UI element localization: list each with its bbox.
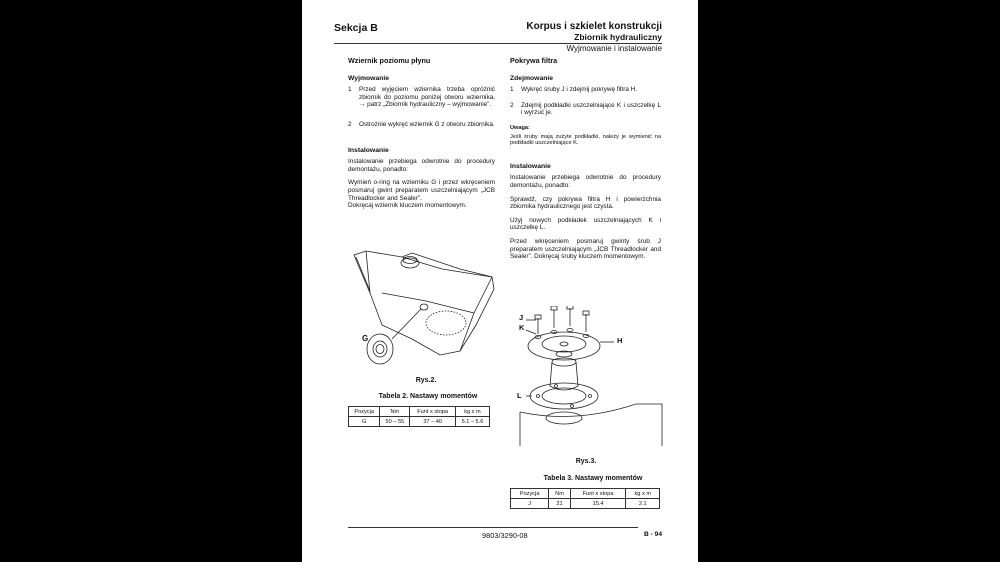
table-header-cell: Pozycja bbox=[349, 407, 380, 417]
page-number: B - 94 bbox=[644, 531, 662, 538]
right-install-paragraph: Sprawdź, czy pokrywa filtra H i powierzchnia zbiornika hydraulicznego jest czysta. bbox=[510, 195, 661, 211]
table-title: Tabela 2. Nastawy momentów bbox=[378, 393, 478, 400]
table-cell: 21 bbox=[549, 499, 570, 509]
subsection-title: Wyjmowanie i instalowanie bbox=[566, 44, 662, 53]
step-number: 1 bbox=[348, 86, 352, 94]
step-text: Ostrożnie wykręć wziernik G z otworu zbiornika. bbox=[359, 120, 495, 128]
left-install-paragraph: Dokręcaj wziernik kluczem momentowym. bbox=[348, 202, 467, 210]
step-number: 1 bbox=[510, 86, 514, 94]
left-step bbox=[348, 121, 495, 129]
figure-label-h: H bbox=[617, 336, 623, 345]
figure-label-k: K bbox=[519, 323, 525, 332]
step-number: 2 bbox=[348, 120, 352, 128]
step-text: Zdejmij podkładki uszczelniające K i uszczelkę L i wyrzuć je. bbox=[521, 101, 661, 117]
right-step bbox=[510, 86, 661, 94]
figure-caption: Rys.3. bbox=[575, 458, 597, 465]
table-header-row bbox=[511, 489, 660, 499]
note-heading: Uwaga: bbox=[510, 124, 530, 131]
table-row bbox=[349, 417, 490, 427]
left-removal-heading: Wyjmowanie bbox=[348, 74, 390, 82]
table-row bbox=[511, 499, 660, 509]
table-cell: 5.1 – 5.6 bbox=[455, 417, 489, 427]
left-install-paragraph: Instalowanie przebiega odwrotnie do procedury demontażu, ponadto: bbox=[348, 158, 495, 173]
chapter-title: Korpus i szkielet konstrukcji bbox=[526, 21, 662, 32]
step-number: 2 bbox=[510, 101, 514, 109]
figure-label-g: G bbox=[362, 334, 369, 343]
footer-rule bbox=[348, 527, 638, 528]
table-cell: 37 – 40 bbox=[410, 417, 456, 427]
figure-label-l: L bbox=[517, 391, 522, 400]
table-title: Tabela 3. Nastawy momentów bbox=[543, 475, 643, 482]
right-column bbox=[510, 57, 661, 267]
table-cell: 15.4 bbox=[570, 499, 626, 509]
table-cell: 2.1 bbox=[626, 499, 660, 509]
table-header-cell: Nm bbox=[549, 489, 570, 499]
left-install-heading: Instalowanie bbox=[348, 146, 389, 154]
step-text: Wykręć śruby J i zdejmij pokrywę filtra H. bbox=[521, 86, 638, 94]
table-header-cell: Funt x stopa bbox=[570, 489, 626, 499]
table-header-cell: kg x m bbox=[455, 407, 489, 417]
tank-sight-glass-figure bbox=[342, 243, 502, 373]
table-cell: G bbox=[349, 417, 380, 427]
left-heading: Wziernik poziomu płynu bbox=[348, 56, 431, 65]
filter-cover-figure bbox=[516, 306, 666, 452]
torque-table-3 bbox=[510, 488, 660, 509]
document-code: 9803/3290-08 bbox=[482, 531, 528, 540]
right-removal-heading: Zdejmowanie bbox=[510, 74, 554, 82]
table-header-cell: kg x m bbox=[626, 489, 660, 499]
left-step bbox=[348, 86, 495, 109]
manual-page bbox=[302, 0, 698, 562]
table-header-cell: Funt x stopa bbox=[410, 407, 456, 417]
torque-table-2 bbox=[348, 406, 490, 427]
table-cell: J bbox=[511, 499, 549, 509]
right-install-paragraph: Przed wkręceniem posmaruj gwinty śrub J preparatem uszczelniającym „JCB Threadlocker and Sealer”. Dokręcaj śruby kluczem momentowym. bbox=[510, 237, 661, 261]
table-cell: 50 – 55 bbox=[380, 417, 410, 427]
table-header-cell: Pozycja bbox=[511, 489, 549, 499]
section-label: Sekcja B bbox=[334, 22, 378, 34]
right-install-paragraph: Użyj nowych podkładek uszczelniających K i uszczelkę L. bbox=[510, 216, 661, 232]
right-install-heading: Instalowanie bbox=[510, 162, 551, 170]
step-text: Przed wyjęciem wziernika trzeba opróżnić zbiornik do poziomu poniżej otworu wziernika, → patrz „Zbiornik hydrauliczny – wyjmowanie”. bbox=[359, 86, 495, 109]
right-install-paragraph: Instalowanie przebiega odwrotnie do procedury demontażu, ponadto: bbox=[510, 174, 661, 189]
right-heading: Pokrywa filtra bbox=[510, 56, 558, 65]
figure-caption: Rys.2. bbox=[415, 377, 437, 384]
table-header-row bbox=[349, 407, 490, 417]
right-step bbox=[510, 102, 661, 117]
table-header-cell: Nm bbox=[380, 407, 410, 417]
figure-label-j: J bbox=[519, 313, 524, 322]
chapter-title-block bbox=[526, 21, 662, 43]
note-text: Jeśli śruby mają zużyte podkładki, należy je wymienić na podkładki uszczelniające K. bbox=[510, 133, 661, 147]
left-install-paragraph: Wymień o-ring na wzierniku G i przez wkręceniem posmaruj gwint preparatem uszczelniającym „JCB Threadlocker and Sealer”. bbox=[348, 179, 495, 202]
chapter-subtitle: Zbiornik hydrauliczny bbox=[574, 32, 662, 42]
left-column bbox=[348, 57, 495, 216]
